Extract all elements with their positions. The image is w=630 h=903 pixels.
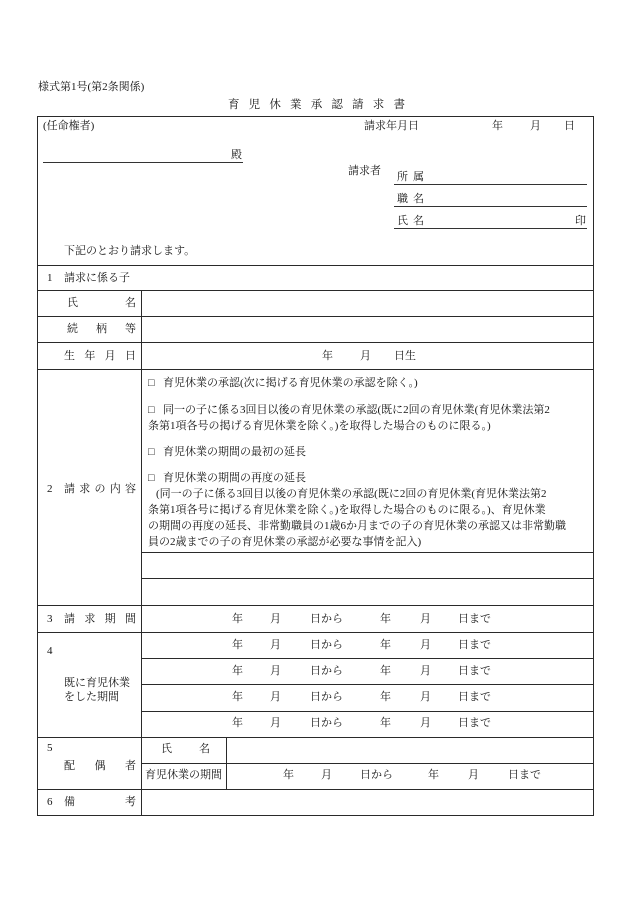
option-text: 育児休業の期間の最初の延長 bbox=[163, 446, 306, 458]
previous-leave-period-field[interactable] bbox=[142, 685, 592, 710]
spouse-leave-period-label: 育児休業の期間 bbox=[145, 769, 222, 781]
option-text: 育児休業の承認(次に掲げる育児休業の承認を除く。) bbox=[163, 377, 418, 389]
request-date-day: 日 bbox=[564, 120, 575, 132]
affiliation-label: 所 属 bbox=[397, 171, 424, 183]
period-to-year: 年 bbox=[428, 769, 439, 781]
addressee-line[interactable] bbox=[43, 162, 243, 163]
period-from-day: 日から bbox=[310, 691, 343, 703]
period-to-day: 日まで bbox=[458, 717, 491, 729]
period-from-month: 月 bbox=[270, 717, 281, 729]
child-section-heading: 請求に係る子 bbox=[64, 272, 130, 284]
period-to-day: 日まで bbox=[458, 613, 491, 625]
section-number: 6 bbox=[47, 796, 53, 808]
section-number: 5 bbox=[47, 742, 53, 754]
period-to-year: 年 bbox=[380, 613, 391, 625]
child-birthdate-label: 生 年 月 日 bbox=[64, 350, 136, 362]
period-from-month: 月 bbox=[270, 613, 281, 625]
child-relationship-label: 続 柄 等 bbox=[67, 323, 136, 335]
affiliation-field[interactable] bbox=[394, 184, 587, 185]
form-number: 様式第1号(第2条関係) bbox=[38, 81, 145, 93]
period-to-month: 月 bbox=[420, 691, 431, 703]
option-text: 育児休業の期間の再度の延長 bbox=[163, 472, 306, 484]
checkbox[interactable]: □ bbox=[148, 446, 155, 458]
spouse-name-label: 氏 名 bbox=[161, 743, 210, 755]
request-statement: 下記のとおり請求します。 bbox=[64, 245, 196, 257]
previous-leave-label: をした期間 bbox=[64, 691, 119, 703]
requester-label: 請求者 bbox=[348, 165, 381, 177]
position-field[interactable] bbox=[394, 206, 587, 207]
child-name-field[interactable] bbox=[142, 291, 592, 315]
request-reason-field[interactable] bbox=[142, 553, 592, 577]
period-from-day: 日から bbox=[310, 717, 343, 729]
checkbox[interactable]: □ bbox=[148, 377, 155, 389]
form-title: 育 児 休 業 承 認 請 求 書 bbox=[228, 99, 405, 111]
period-from-month: 月 bbox=[270, 665, 281, 677]
period-from-day: 日から bbox=[310, 613, 343, 625]
option-text-continuation: 条第1項各号に掲げる育児休業を除く。)を取得した場合のものに限る。)、育児休業 bbox=[148, 504, 546, 516]
request-period-field[interactable] bbox=[142, 606, 592, 631]
checkbox[interactable]: □ bbox=[148, 404, 155, 416]
option-text-continuation: 条第1項各号の掲げる育児休業を除く。)を取得した場合のものに限る。) bbox=[148, 420, 491, 432]
birthdate-year: 年 bbox=[322, 350, 333, 362]
birthdate-day: 日生 bbox=[394, 350, 416, 362]
period-to-month: 月 bbox=[420, 613, 431, 625]
previous-leave-period-field[interactable] bbox=[142, 633, 592, 657]
spouse-label: 配 偶 者 bbox=[64, 760, 136, 772]
period-from-day: 日から bbox=[310, 639, 343, 651]
request-content-label: 請 求 の 内 容 bbox=[64, 483, 136, 495]
period-to-day: 日まで bbox=[458, 665, 491, 677]
section-number: 4 bbox=[47, 645, 53, 657]
period-from-year: 年 bbox=[232, 717, 243, 729]
requester-name-label: 氏 名 bbox=[397, 215, 424, 227]
birthdate-month: 月 bbox=[360, 350, 371, 362]
period-to-month: 月 bbox=[420, 717, 431, 729]
request-date-month: 月 bbox=[530, 120, 541, 132]
remarks-label: 備 考 bbox=[64, 796, 136, 808]
period-to-day: 日まで bbox=[458, 639, 491, 651]
section-number: 3 bbox=[47, 613, 53, 625]
period-to-year: 年 bbox=[380, 717, 391, 729]
period-from-year: 年 bbox=[283, 769, 294, 781]
period-from-month: 月 bbox=[321, 769, 332, 781]
child-relationship-field[interactable] bbox=[142, 317, 592, 341]
table-rule bbox=[37, 265, 593, 266]
period-from-day: 日から bbox=[310, 665, 343, 677]
period-to-year: 年 bbox=[380, 691, 391, 703]
request-date-label: 請求年月日 bbox=[364, 120, 419, 132]
period-from-month: 月 bbox=[270, 691, 281, 703]
request-date-year: 年 bbox=[492, 120, 503, 132]
section-number: 1 bbox=[47, 272, 53, 284]
period-from-year: 年 bbox=[232, 691, 243, 703]
period-from-year: 年 bbox=[232, 613, 243, 625]
previous-leave-label: 既に育児休業 bbox=[64, 677, 130, 689]
period-from-month: 月 bbox=[270, 639, 281, 651]
period-from-year: 年 bbox=[232, 639, 243, 651]
child-name-label: 氏 名 bbox=[67, 297, 136, 309]
period-to-year: 年 bbox=[380, 665, 391, 677]
option-text-continuation: の期間の再度の延長、非常勤職員の1歳6か月までの子の育児休業の承認又は非常勤職 bbox=[148, 520, 566, 532]
checkbox[interactable]: □ bbox=[148, 472, 155, 484]
period-to-month: 月 bbox=[420, 665, 431, 677]
spouse-name-field[interactable] bbox=[227, 738, 592, 762]
option-text: 同一の子に係る3回目以後の育児休業の承認(既に2回の育児休業(育児休業法第2 bbox=[163, 404, 550, 416]
section-number: 2 bbox=[47, 483, 53, 495]
period-to-day: 日まで bbox=[458, 691, 491, 703]
period-to-day: 日まで bbox=[508, 769, 541, 781]
requester-name-field[interactable] bbox=[394, 228, 587, 229]
option-text-continuation: (同一の子に係る3回目以後の育児休業の承認(既に2回の育児休業(育児休業法第2 bbox=[156, 488, 547, 500]
period-to-month: 月 bbox=[468, 769, 479, 781]
appointing-authority-label: (任命権者) bbox=[43, 120, 95, 132]
period-from-day: 日から bbox=[360, 769, 393, 781]
remarks-field[interactable] bbox=[142, 790, 592, 814]
period-from-year: 年 bbox=[232, 665, 243, 677]
request-reason-field[interactable] bbox=[142, 579, 592, 604]
previous-leave-period-field[interactable] bbox=[142, 712, 592, 736]
period-to-month: 月 bbox=[420, 639, 431, 651]
period-to-year: 年 bbox=[380, 639, 391, 651]
previous-leave-period-field[interactable] bbox=[142, 659, 592, 683]
position-label: 職 名 bbox=[397, 193, 424, 205]
option-text-continuation: 員の2歳までの子の育児休業の承認が必要な事情を記入) bbox=[148, 536, 422, 548]
addressee-suffix: 殿 bbox=[231, 149, 242, 161]
table-rule bbox=[37, 369, 593, 370]
request-period-label: 請 求 期 間 bbox=[64, 613, 136, 625]
seal-mark: 印 bbox=[575, 215, 586, 227]
